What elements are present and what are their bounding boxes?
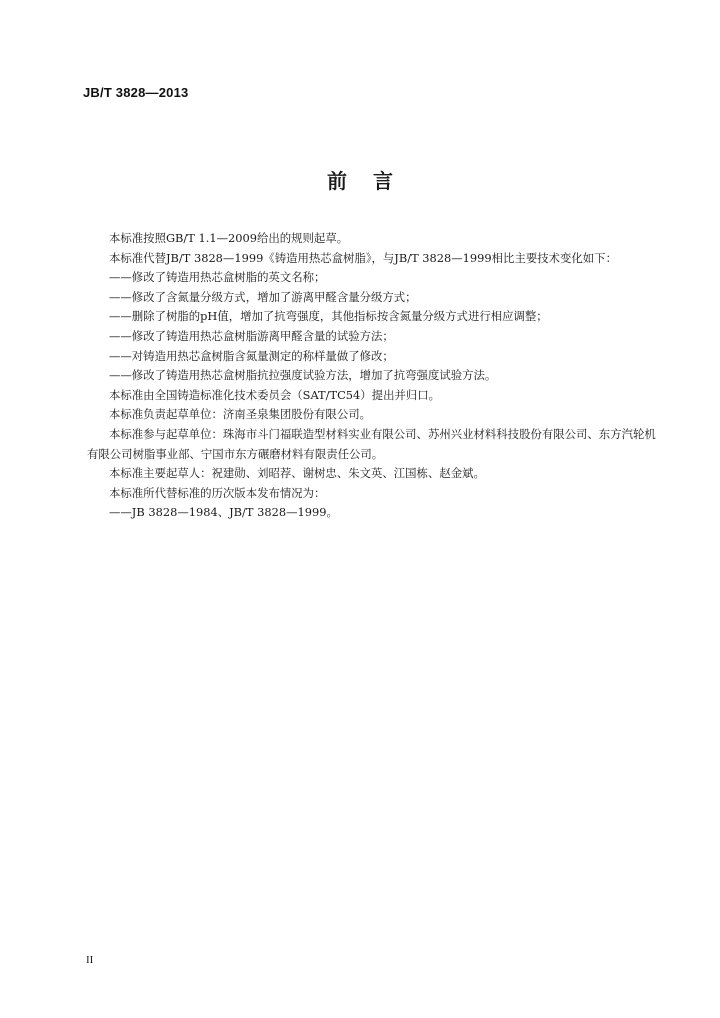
paragraph-lead-drafter: 本标准负责起草单位：济南圣泉集团股份有限公司。	[109, 407, 371, 422]
change-item: ——删除了树脂的pH值，增加了抗弯强度，其他指标按含氮量分级方式进行相应调整；	[109, 309, 548, 324]
paragraph-main-drafters: 本标准主要起草人：祝建勋、刘昭荐、谢树忠、朱文英、江国栋、赵金斌。	[109, 466, 485, 481]
history-item: ——JB 3828—1984、JB/T 3828—1999。	[109, 505, 338, 520]
change-item: ——修改了含氮量分级方式，增加了游离甲醛含量分级方式；	[109, 289, 417, 304]
page-number: II	[86, 954, 94, 966]
change-item: ——修改了铸造用热芯盒树脂游离甲醛含量的试验方法；	[109, 328, 394, 343]
standard-number: JB/T 3828—2013	[83, 85, 189, 100]
change-item: ——修改了铸造用热芯盒树脂抗拉强度试验方法，增加了抗弯强度试验方法。	[109, 368, 497, 383]
paragraph-replacement: 本标准代替JB/T 3828—1999《铸造用热芯盒树脂》，与JB/T 3828—1999相比主要技术变化如下：	[109, 250, 617, 265]
paragraph-history-intro: 本标准所代替标准的历次版本发布情况为：	[109, 485, 326, 500]
paragraph-proposer: 本标准由全国铸造标准化技术委员会（SAT/TC54）提出并归口。	[109, 387, 441, 402]
foreword-body	[87, 229, 667, 523]
page-title: 前言	[327, 169, 419, 193]
change-item: ——修改了铸造用热芯盒树脂的英文名称；	[109, 270, 326, 285]
change-item: ——对铸造用热芯盒树脂含氮量测定的称样量做了修改；	[109, 348, 394, 363]
paragraph-drafting-rules: 本标准按照GB/T 1.1—2009给出的规则起草。	[109, 231, 349, 245]
paragraph-participating-drafters: 本标准参与起草单位：珠海市斗门福联造型材料实业有限公司、苏州兴业材料科技股份有限公司、东方汽轮机有限公司树脂事业部、宁国市东方碾磨材料有限责任公司。	[87, 426, 656, 461]
